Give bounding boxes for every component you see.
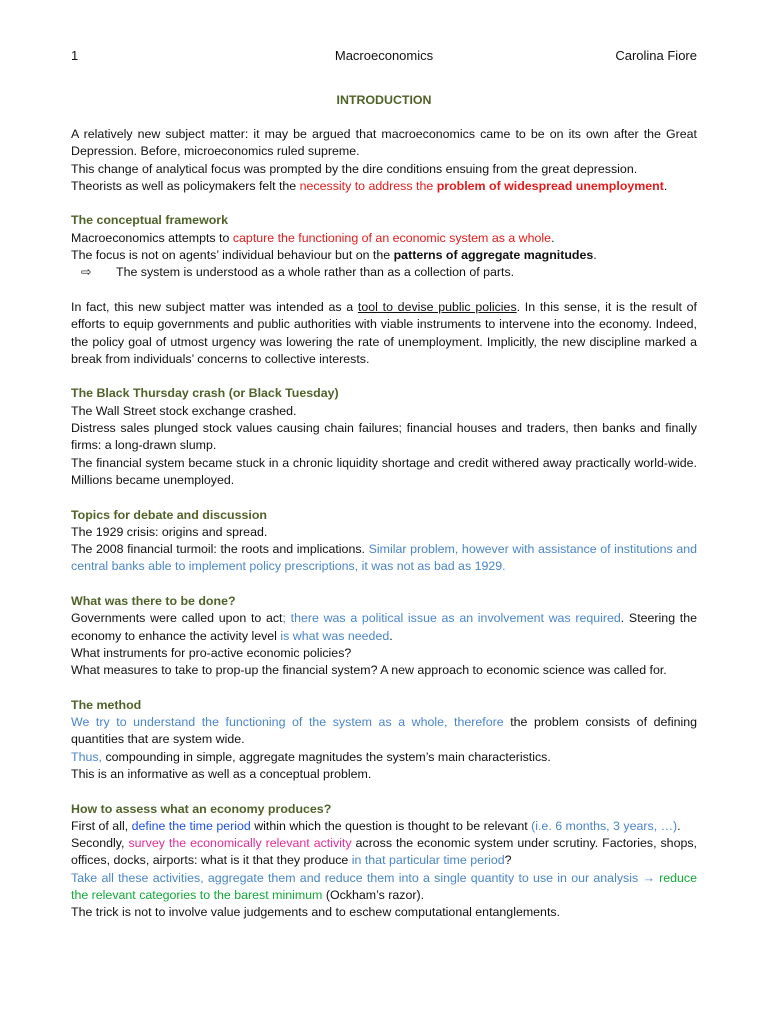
document-body <box>71 126 697 922</box>
text: . <box>389 628 393 643</box>
text: Governments were called upon to act <box>71 611 283 626</box>
highlight-red-bold: problem of widespread unemployment <box>436 178 664 193</box>
method-line-2 <box>71 749 697 766</box>
text: within which the question is thought to be relevant <box>250 818 532 833</box>
text: Macroeconomics attempts to <box>71 230 233 245</box>
highlight-blue: in that particular time period <box>351 853 505 868</box>
intro-paragraph-3 <box>71 178 697 195</box>
text: compounding in simple, aggregate magnitudes the system’s main characteristics. <box>102 749 551 764</box>
assess-line-3 <box>71 870 697 905</box>
header-page-number: 1 <box>71 48 79 63</box>
text: across the economic system under scrutiny. Factories, shops, offices, docks, airports: what is it that they produce <box>71 836 697 868</box>
crash-line-2: Distress sales plunged stock values causing chain failures; financial houses and traders, then banks and finally firms: a long-drawn slump. <box>71 421 697 453</box>
bold-text: patterns of aggregate magnitudes <box>393 248 594 263</box>
method-line-1 <box>71 714 697 749</box>
bullet-item <box>71 264 697 281</box>
text: the problem consists of defining quantities that are system wide. <box>71 715 697 747</box>
header-author: Carolina Fiore <box>615 48 697 63</box>
arrow-right-icon: → <box>642 870 655 885</box>
section-heading-topics: Topics for debate and discussion <box>71 507 267 522</box>
text: ? <box>504 853 512 868</box>
highlight-blue: Similar problem, however with assistance of institutions and central banks able to implement policy prescriptions, it was not as bad as 1929. <box>71 542 698 574</box>
text: The 2008 financial turmoil: the roots and implications. <box>71 542 369 557</box>
arrow-right-icon: ⇨ <box>81 265 92 280</box>
highlight-blue: ; there was a political issue as an involvement was required <box>282 611 621 626</box>
conceptual-paragraph <box>71 299 697 368</box>
header-course: Macroeconomics <box>334 48 434 63</box>
section-heading-crash: The Black Thursday crash (or Black Tuesday) <box>71 386 339 401</box>
section-heading-conceptual: The conceptual framework <box>71 213 228 228</box>
done-line-2: What instruments for pro-active economic policies? <box>71 645 352 660</box>
text: . <box>551 230 555 245</box>
text: Secondly, <box>71 836 129 851</box>
highlight-red: necessity to address the <box>299 178 437 193</box>
assess-line-1 <box>71 818 697 835</box>
highlight-green: reduce the relevant categories to the barest minimum <box>71 870 697 903</box>
intro-text: Theorists as well as policymakers felt the <box>71 178 300 193</box>
highlight-blue: is what was needed <box>280 628 390 643</box>
text: . <box>593 248 597 263</box>
intro-paragraph-2: This change of analytical focus was prompted by the dire conditions ensuing from the great depression. <box>71 161 638 176</box>
text: . In this sense, it is the result of efforts to equip governments and public authorities with viable instruments to intervene into the economy. Indeed, the policy goal of utmost urgency was lowering the rate of unemployment. Implicitly, the new discipline marked a break from individuals’ concerns to collective interests. <box>71 299 697 366</box>
intro-paragraph-1: A relatively new subject matter: it may be argued that macroeconomics came to be on its own after the Great Depression. Before, microeconomics ruled supreme. <box>71 127 697 159</box>
text: In fact, this new subject matter was intended as a <box>71 299 358 314</box>
section-heading-assess: How to assess what an economy produces? <box>71 801 332 816</box>
underlined-text: tool to devise public policies <box>357 299 517 314</box>
document-title: INTRODUCTION <box>336 93 432 107</box>
text: The focus is not on agents’ individual behaviour but on the <box>71 248 394 263</box>
highlight-blue: We try to understand the functioning of the system as a whole, therefore <box>71 715 504 730</box>
intro-text: . <box>663 178 668 193</box>
conceptual-line-1 <box>71 230 697 247</box>
assess-line-4: The trick is not to involve value judgements and to eschew computational entanglements. <box>71 905 561 920</box>
crash-line-3: The financial system became stuck in a chronic liquidity shortage and credit withered away practically world-wide. Millions became unemployed. <box>71 455 697 487</box>
highlight-pink: survey the economically relevant activity <box>128 836 352 851</box>
topics-line-2 <box>71 541 697 576</box>
highlight-blue: (i.e. 6 months, 3 years, …) <box>531 818 678 833</box>
method-line-3: This is an informative as well as a conceptual problem. <box>71 766 372 781</box>
done-line-1 <box>71 610 697 645</box>
text: (Ockham’s razor). <box>322 888 425 903</box>
section-heading-done: What was there to be done? <box>71 594 236 609</box>
crash-line-1: The Wall Street stock exchange crashed. <box>71 403 297 418</box>
highlight-dark-blue: define the time period <box>131 818 251 833</box>
section-heading-method: The method <box>71 697 142 712</box>
text: . <box>677 818 681 833</box>
topics-line-1: The 1929 crisis: origins and spread. <box>71 524 268 539</box>
highlight-red: capture the functioning of an economic system as a whole <box>232 230 552 245</box>
bullet-text: The system is understood as a whole rather than as a collection of parts. <box>116 265 515 280</box>
text: . Steering the economy to enhance the activity level <box>71 611 698 643</box>
assess-line-2 <box>71 835 697 870</box>
conceptual-line-2 <box>71 247 697 264</box>
text: First of all, <box>71 818 132 833</box>
done-line-3: What measures to take to prop-up the financial system? A new approach to economic science was called for. <box>71 663 667 678</box>
highlight-blue: Thus, <box>71 749 102 764</box>
highlight-blue: Take all these activities, aggregate them and reduce them into a single quantity to use in our analysis <box>71 870 643 885</box>
